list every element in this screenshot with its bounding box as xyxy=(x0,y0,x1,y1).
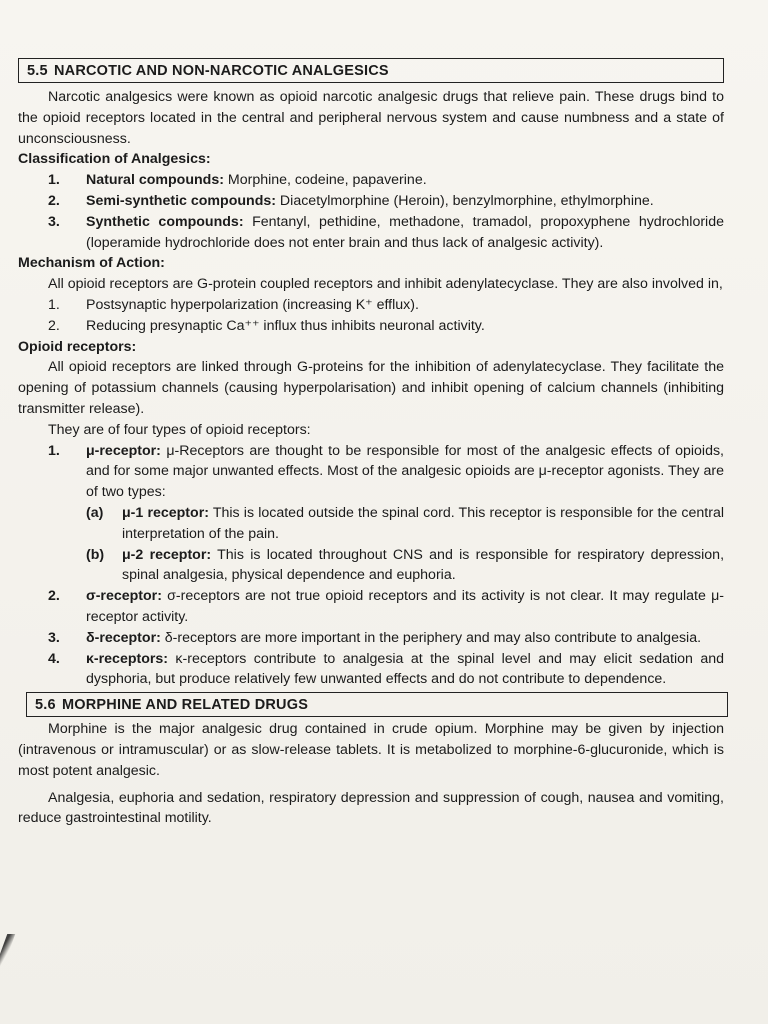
list-text: κ-receptors contribute to analgesia at the spinal level and may elicit sedation and dysphoria, but produce relatively few unwanted effects and do not contribute to dependence. xyxy=(86,650,724,688)
receptors-heading: Opioid receptors: xyxy=(18,338,137,355)
list-term: Synthetic compounds: xyxy=(86,213,244,230)
sub-list-term: μ-1 receptor: xyxy=(122,504,209,521)
list-item xyxy=(18,212,724,254)
list-term: κ-receptors: xyxy=(86,650,169,667)
list-text: δ-receptors are more important in the periphery and may also contribute to analgesia. xyxy=(160,629,702,646)
list-text: Reducing presynaptic Ca⁺⁺ influx thus inhibits neuronal activity. xyxy=(86,317,485,334)
section-number: 5.6 xyxy=(35,697,56,714)
morphine-paragraph-2: Analgesia, euphoria and sedation, respiratory depression and suppression of cough, nausea and vomiting, reduce gastrointestinal motility. xyxy=(18,789,724,827)
list-item xyxy=(18,170,724,191)
section-heading-5-6 xyxy=(26,692,728,717)
list-marker: 3. xyxy=(48,213,60,230)
sub-list-item xyxy=(86,545,724,587)
sub-list-marker: (b) xyxy=(86,546,105,563)
receptor-types-list xyxy=(18,441,724,691)
mechanism-heading: Mechanism of Action: xyxy=(18,255,165,272)
sub-list-marker: (a) xyxy=(86,504,104,521)
morphine-paragraph-1: Morphine is the major analgesic drug contained in crude opium. Morphine may be given by injection (intravenous or intramuscular) or as slow-release tablets. It is metabolized to morphine-6-glucuronide, which is most potent analgesic. xyxy=(18,721,724,779)
list-marker: 4. xyxy=(48,650,60,667)
mechanism-list xyxy=(18,295,724,337)
list-term: δ-receptor: xyxy=(86,629,161,646)
list-marker: 2. xyxy=(48,192,60,209)
intro-paragraph: Narcotic analgesics were known as opioid narcotic analgesic drugs that relieve pain. These drugs bind to the opioid receptors located in the central and peripheral nervous system and cause numbness and a state of unconsciousness. xyxy=(18,89,724,147)
list-item xyxy=(18,295,724,316)
list-item xyxy=(18,191,724,212)
list-text: σ-receptors are not true opioid receptors and its activity is not clear. It may regulate μ-receptor activity. xyxy=(86,588,724,625)
sub-list-text: This is located throughout CNS and is responsible for respiratory depression, spinal analgesia, physical dependence and euphoria. xyxy=(122,546,725,584)
page-edge-shadow xyxy=(0,934,15,974)
sub-list-item xyxy=(86,503,724,545)
list-item xyxy=(18,628,724,649)
list-text: μ-Receptors are thought to be responsible for most of the analgesic effects of opioids, and for some major unwanted effects. Most of the analgesic opioids are μ-receptor agonists. They are of two types: xyxy=(86,442,724,501)
list-item xyxy=(18,586,724,628)
list-text: Diacetylmorphine (Heroin), benzylmorphine, ethylmorphine. xyxy=(275,192,654,209)
receptors-types-line: They are of four types of opioid receptors: xyxy=(48,421,311,438)
classification-list xyxy=(18,170,724,253)
list-marker: 1. xyxy=(48,172,60,189)
list-text: Postsynaptic hyperpolarization (increasing K⁺ efflux). xyxy=(86,296,419,313)
list-text: Morphine, codeine, papaverine. xyxy=(223,172,427,189)
list-marker: 2. xyxy=(48,588,60,605)
mechanism-paragraph: All opioid receptors are G-protein coupled receptors and inhibit adenylatecyclase. They are also involved in, xyxy=(48,276,723,293)
list-text: Fentanyl, pethidine, methadone, tramadol, propoxyphene hydrochloride (loperamide hydrochloride does not enter brain and thus lack of analgesic activity). xyxy=(86,213,724,251)
list-marker: 3. xyxy=(48,629,60,646)
list-term: σ-receptor: xyxy=(86,588,162,605)
mu-subtypes-list xyxy=(86,503,724,586)
list-item xyxy=(18,649,724,691)
section-number: 5.5 xyxy=(27,63,48,79)
sub-list-text: This is located outside the spinal cord. This receptor is responsible for the central interpretation of the pain. xyxy=(122,504,724,542)
section-heading-5-5 xyxy=(18,58,724,83)
list-term: μ-receptor: xyxy=(86,442,161,459)
list-item xyxy=(18,316,724,337)
list-marker: 1. xyxy=(48,442,60,459)
classification-heading: Classification of Analgesics: xyxy=(18,151,211,168)
list-marker: 2. xyxy=(48,317,60,334)
section-title: MORPHINE AND RELATED DRUGS xyxy=(62,697,309,714)
receptors-paragraph: All opioid receptors are linked through G-proteins for the inhibition of adenylatecyclase. They facilitate the opening of potassium channels (causing hyperpolarisation) and inhibit opening of calcium channels (inhibiting transmitter release). xyxy=(18,359,724,417)
list-term: Semi-synthetic compounds: xyxy=(86,192,276,209)
section-title: NARCOTIC AND NON-NARCOTIC ANALGESICS xyxy=(54,63,389,79)
list-term: Natural compounds: xyxy=(86,172,224,189)
sub-list-term: μ-2 receptor: xyxy=(122,546,212,563)
list-marker: 1. xyxy=(48,296,60,313)
page-content xyxy=(18,58,724,829)
list-item xyxy=(18,441,724,587)
